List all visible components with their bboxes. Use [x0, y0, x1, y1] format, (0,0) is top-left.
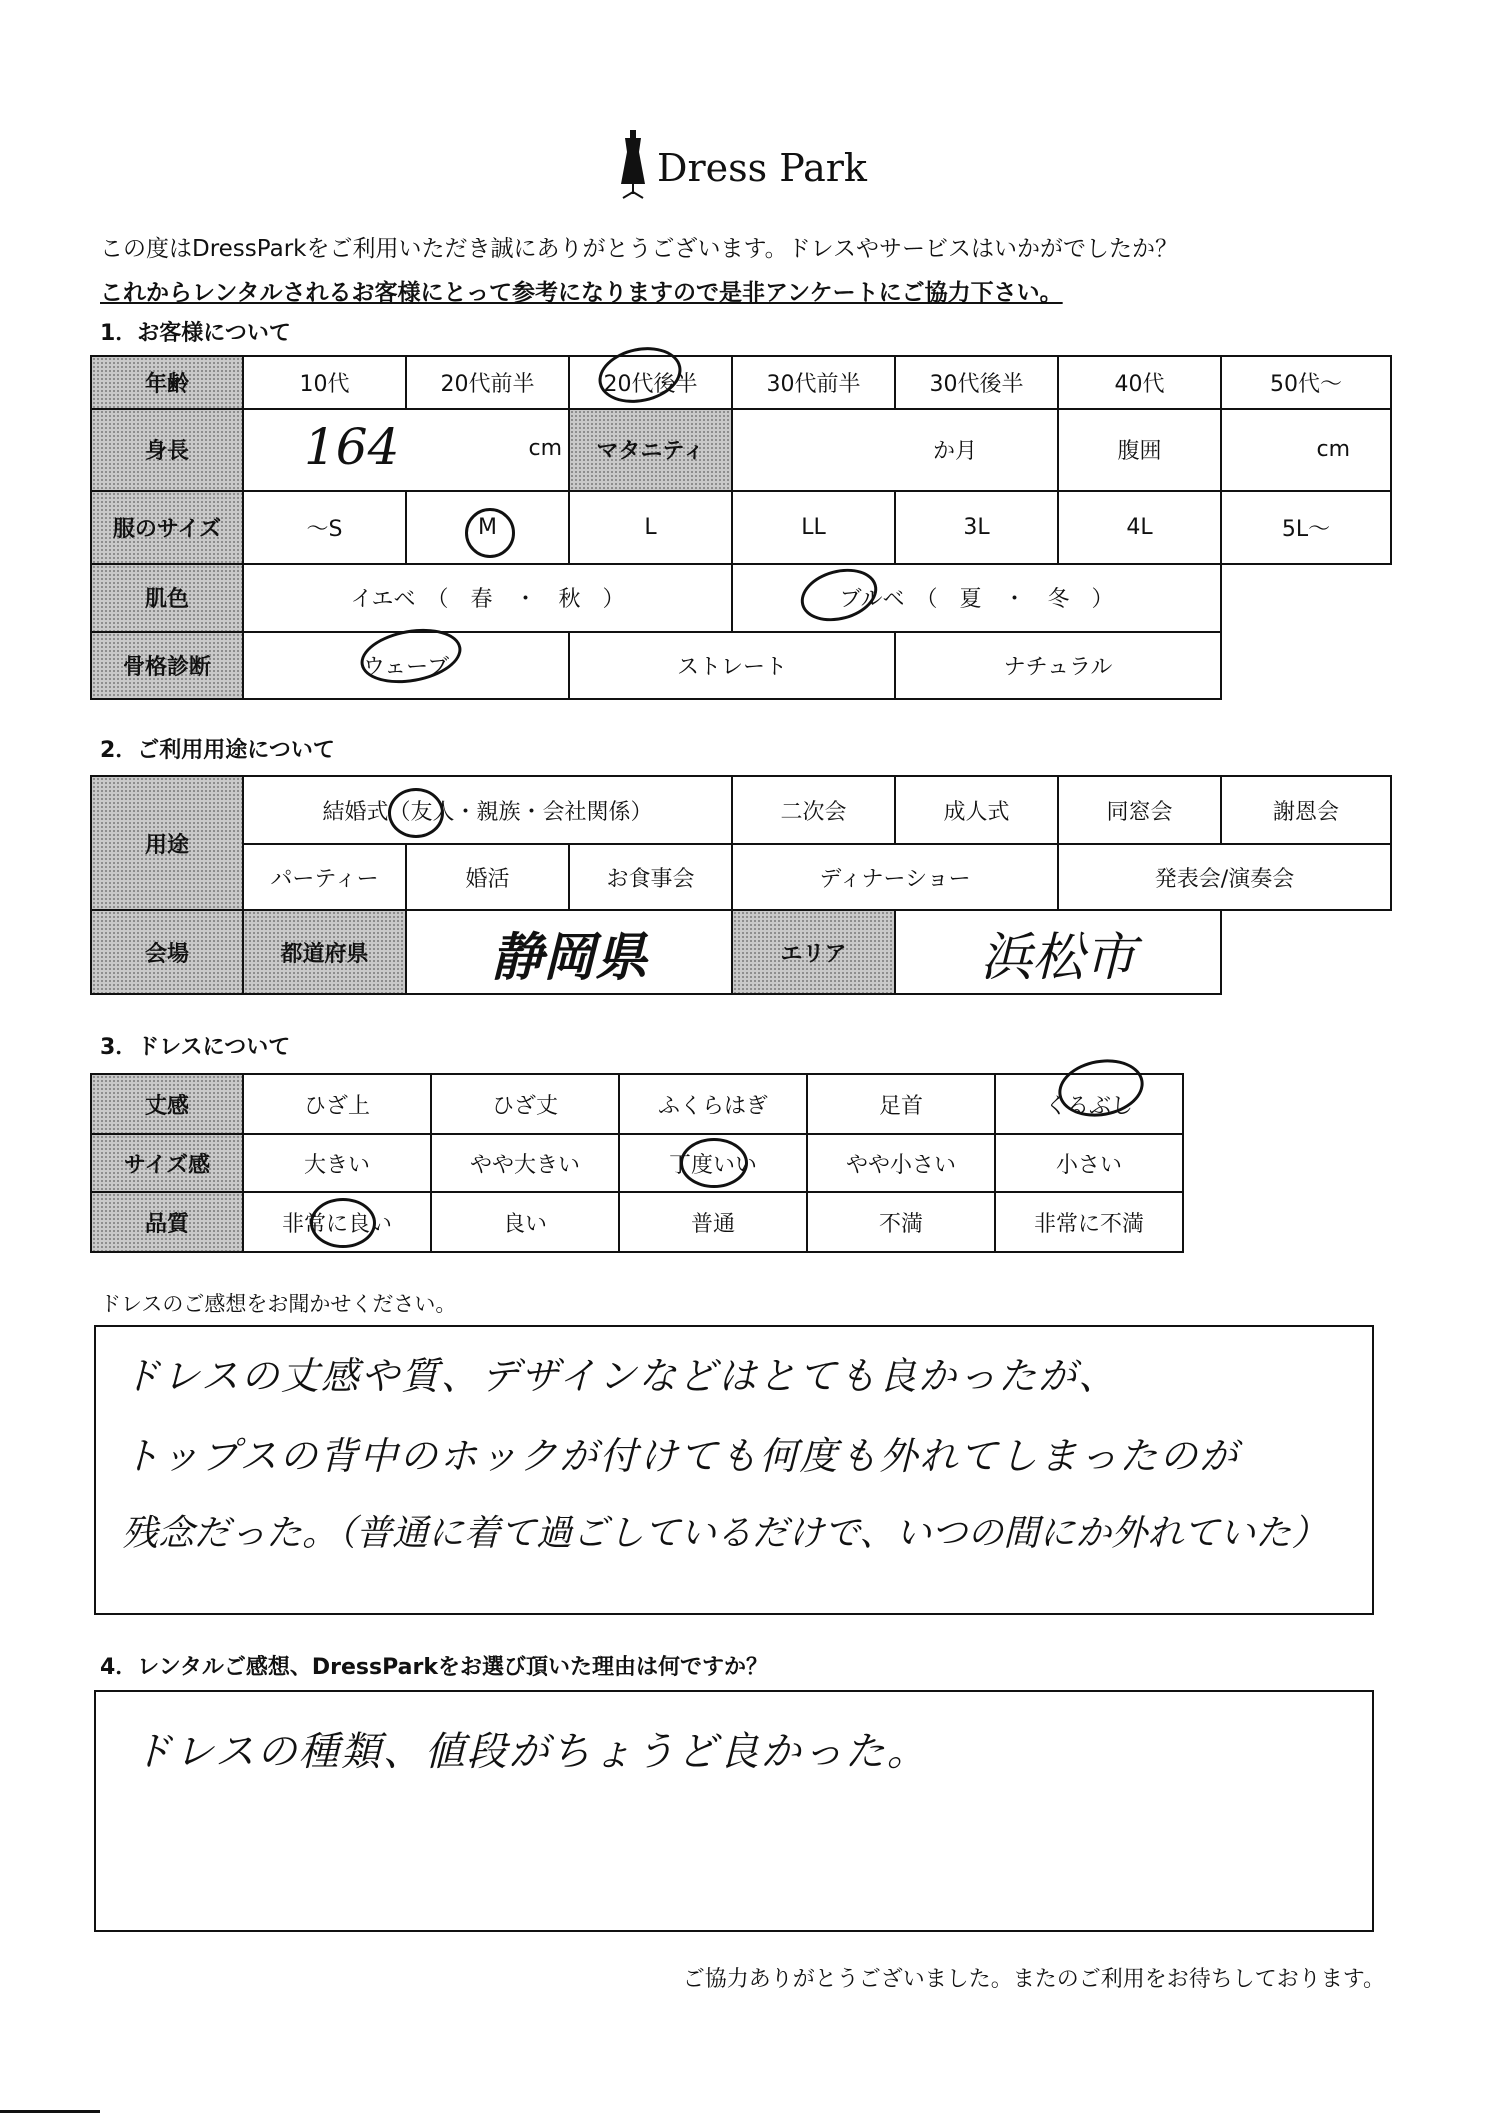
bone-option-selected[interactable]: ウェーブ: [243, 632, 569, 699]
maternity-label: マタニティ: [569, 409, 732, 491]
intro-line-1: この度はDressParkをご利用いただき誠にありがとうございます。ドレスやサービスはいかがでしたか？: [100, 236, 1178, 262]
usage-table: [90, 775, 1392, 995]
reason-box[interactable]: [94, 1690, 1374, 1932]
customer-table: [90, 355, 1392, 700]
footer-text: ご協力ありがとうございました。またのご利用をお待ちしております。: [682, 1967, 1385, 1992]
section-4-title: 4．レンタルご感想、DressParkをお選び頂いた理由は何ですか？: [100, 1655, 768, 1680]
fit-label: サイズ感: [91, 1134, 243, 1192]
usage-option[interactable]: 謝恩会: [1221, 776, 1391, 844]
bone-option[interactable]: ストレート: [569, 632, 895, 699]
comment-box[interactable]: [94, 1325, 1374, 1615]
scan-edge-mark: [0, 2110, 100, 2113]
size-option[interactable]: 3L: [895, 491, 1058, 565]
fit-option[interactable]: 小さい: [995, 1134, 1183, 1192]
usage-option[interactable]: 発表会/演奏会: [1058, 844, 1391, 910]
fit-option[interactable]: やや大きい: [431, 1134, 619, 1192]
age-option[interactable]: 40代: [1058, 356, 1221, 409]
selection-circle: [465, 508, 515, 558]
skin-yellow-option[interactable]: イエベ （ 春 ・ 秋 ）: [243, 564, 732, 631]
size-option[interactable]: 4L: [1058, 491, 1221, 565]
dress-mannequin-icon: [615, 128, 651, 200]
intro-line-2: これからレンタルされるお客様にとって参考になりますので是非アンケートにご協力下さい。: [100, 280, 1063, 306]
size-label: 服のサイズ: [91, 491, 243, 565]
quality-option-selected[interactable]: 非常に良い: [243, 1192, 431, 1252]
skin-label: 肌色: [91, 564, 243, 631]
size-option[interactable]: L: [569, 491, 732, 565]
usage-option[interactable]: ディナーショー: [732, 844, 1058, 910]
usage-option[interactable]: 同窓会: [1058, 776, 1221, 844]
skin-blue-option[interactable]: ブルベ （ 夏 ・ 冬 ）: [732, 564, 1221, 631]
selection-circle: [680, 1138, 748, 1188]
quality-option[interactable]: 良い: [431, 1192, 619, 1252]
height-value: 164: [304, 418, 400, 477]
length-option[interactable]: 足首: [807, 1074, 995, 1134]
usage-label: 用途: [91, 776, 243, 910]
reason-answer: ドレスの種類、値段がちょうど良かった。: [132, 1729, 929, 1775]
age-option-selected[interactable]: 20代後半: [569, 356, 732, 409]
fit-option-selected[interactable]: 丁度いい: [619, 1134, 807, 1192]
length-label: 丈感: [91, 1074, 243, 1134]
prefecture-label: 都道府県: [243, 910, 406, 994]
age-option[interactable]: 30代後半: [895, 356, 1058, 409]
fit-option[interactable]: やや小さい: [807, 1134, 995, 1192]
dress-table: [90, 1073, 1184, 1253]
height-unit: cm: [528, 436, 562, 462]
height-label: 身長: [91, 409, 243, 491]
bone-option[interactable]: ナチュラル: [895, 632, 1221, 699]
selection-circle: [388, 788, 444, 838]
comment-line: ドレスの丈感や質、デザインなどはとても良かったが、: [122, 1354, 1119, 1398]
age-label: 年齢: [91, 356, 243, 409]
usage-option[interactable]: パーティー: [243, 844, 406, 910]
quality-option[interactable]: 普通: [619, 1192, 807, 1252]
age-option[interactable]: 20代前半: [406, 356, 569, 409]
length-option[interactable]: ふくらはぎ: [619, 1074, 807, 1134]
usage-option-selected[interactable]: 結婚式（友人・親族・会社関係）: [243, 776, 732, 844]
size-option[interactable]: ～S: [243, 491, 406, 565]
quality-label: 品質: [91, 1192, 243, 1252]
section-1-title: 1．お客様について: [100, 321, 291, 346]
dresspark-logo: [615, 128, 867, 208]
comment-label: ドレスのご感想をお聞かせください。: [100, 1292, 457, 1316]
logo-text: Dress Park: [657, 146, 867, 190]
size-option[interactable]: 5L～: [1221, 491, 1391, 565]
size-option-selected[interactable]: M: [406, 491, 569, 565]
comment-line: 残念だった。（普通に着て過ごしているだけで、いつの間にか外れていた）: [122, 1513, 1328, 1554]
selection-circle: [310, 1198, 376, 1248]
area-value[interactable]: 浜松市: [895, 910, 1221, 994]
height-cell[interactable]: [243, 409, 569, 491]
quality-option[interactable]: 不満: [807, 1192, 995, 1252]
usage-option[interactable]: お食事会: [569, 844, 732, 910]
section-2-title: 2．ご利用用途について: [100, 738, 335, 763]
length-option[interactable]: ひざ丈: [431, 1074, 619, 1134]
quality-option[interactable]: 非常に不満: [995, 1192, 1183, 1252]
usage-option[interactable]: 婚活: [406, 844, 569, 910]
venue-label: 会場: [91, 910, 243, 994]
waist-unit[interactable]: cm: [1221, 409, 1391, 491]
usage-option[interactable]: 二次会: [732, 776, 895, 844]
comment-line: トップスの背中のホックが付けても何度も外れてしまったのが: [122, 1434, 1240, 1478]
section-3-title: 3．ドレスについて: [100, 1035, 291, 1060]
maternity-months[interactable]: か月: [732, 409, 1058, 491]
fit-option[interactable]: 大きい: [243, 1134, 431, 1192]
length-option-selected[interactable]: くるぶし: [995, 1074, 1183, 1134]
length-option[interactable]: ひざ上: [243, 1074, 431, 1134]
bone-label: 骨格診断: [91, 632, 243, 699]
size-option[interactable]: LL: [732, 491, 895, 565]
age-option[interactable]: 50代～: [1221, 356, 1391, 409]
waist-label: 腹囲: [1058, 409, 1221, 491]
prefecture-value[interactable]: 静岡県: [406, 910, 732, 994]
age-option[interactable]: 10代: [243, 356, 406, 409]
usage-option[interactable]: 成人式: [895, 776, 1058, 844]
area-label: エリア: [732, 910, 895, 994]
age-option[interactable]: 30代前半: [732, 356, 895, 409]
